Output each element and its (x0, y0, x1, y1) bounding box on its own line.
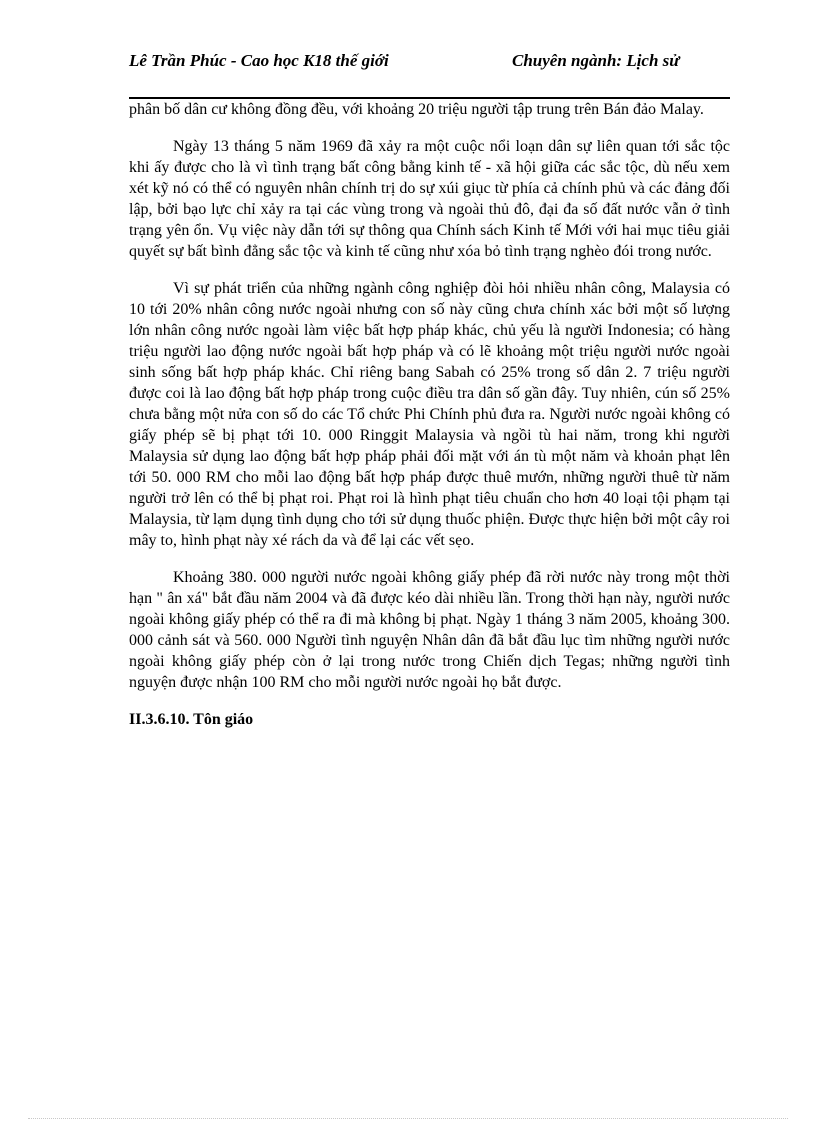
footer-dotted-rule (28, 1118, 788, 1119)
header-major: Chuyên ngành: Lịch sử (512, 51, 680, 70)
header-author: Lê Trần Phúc - Cao học K18 thế giới (129, 51, 389, 70)
document-body (129, 99, 730, 730)
paragraph-continuation: phân bố dân cư không đồng đều, với khoảng 20 triệu người tập trung trên Bán đảo Malay. (129, 101, 704, 118)
paragraph-amnesty: Khoảng 380. 000 người nước ngoài không giấy phép đã rời nước này trong một thời hạn " ân xá" bắt đầu năm 2004 và đã được kéo dài nhiều lần. Trong thời hạn này, người nước ngoài không giấy phép có thể ra đi mà không bị phạt. Ngày 1 tháng 3 năm 2005, khoảng 300. 000 cảnh sát và 560. 000 Người tình nguyện Nhân dân đã bắt đầu lục tìm những người nước ngoài không giấy phép còn ở lại trong nước trong Chiến dịch Tegas; những người tình nguyện được nhận 100 RM cho mỗi người nước ngoài họ bắt được. (129, 569, 730, 691)
paragraph-foreign-workers: Vì sự phát triển của những ngành công nghiệp đòi hỏi nhiều nhân công, Malaysia có 10 tới 20% nhân công nước ngoài nhưng con số này cũng chưa chính xác bởi một số lượng lớn nhân công nước ngoài làm việc bất hợp pháp khác, chủ yếu là người Indonesia; có hàng triệu người lao động nước ngoài bất hợp pháp và có lẽ khoảng một triệu người nước ngoài sinh sống bất hợp pháp khác. Chỉ riêng bang Sabah có 25% trong số dân 2. 7 triệu người được coi là lao động bất hợp pháp trong cuộc điều tra dân số gần đây. Tuy nhiên, cún số 25% chưa bằng một nửa con số do các Tổ chức Phi Chính phủ đưa ra. Người nước ngoài không có giấy phép sẽ bị phạt tới 10. 000 Ringgit Malaysia và ngồi tù hai năm, trong khi người Malaysia sử dụng lao động bất hợp pháp phải đối mặt với án tù một năm và khoản phạt lên tới 50. 000 RM cho mỗi lao động bất hợp pháp được thuê mướn, những người thuê từ năm người trở lên có thể bị phạt roi. Phạt roi là hình phạt tiêu chuẩn cho hơn 40 loại tội phạm tại Malaysia, từ lạm dụng tình dụng cho tới sử dụng thuốc phiện. Được thực hiện bởi một cây roi mây to, hình phạt này xé rách da và để lại các vết sẹo. (129, 280, 730, 549)
paragraph-1969-riot: Ngày 13 tháng 5 năm 1969 đã xảy ra một cuộc nổi loạn dân sự liên quan tới sắc tộc khi ấy được cho là vì tình trạng bất công bằng kinh tế - xã hội giữa các sắc tộc, dù nếu xem xét kỹ nó có thể có nguyên nhân chính trị do sự xúi giục từ phía cả chính phủ và các đảng đối lập, bởi bạo lực chỉ xảy ra tại các vùng trong và ngoài thủ đô, đại đa số đất nước vẫn ở tình trạng yên ổn. Vụ việc này dẫn tới sự thông qua Chính sách Kinh tế Mới với hai mục tiêu giải quyết sự bất bình đẳng sắc tộc và kinh tế cũng như xóa bỏ tình trạng nghèo đói trong nước. (129, 138, 730, 260)
page-header (129, 49, 730, 99)
section-heading-religion: II.3.6.10. Tôn giáo (129, 711, 254, 728)
